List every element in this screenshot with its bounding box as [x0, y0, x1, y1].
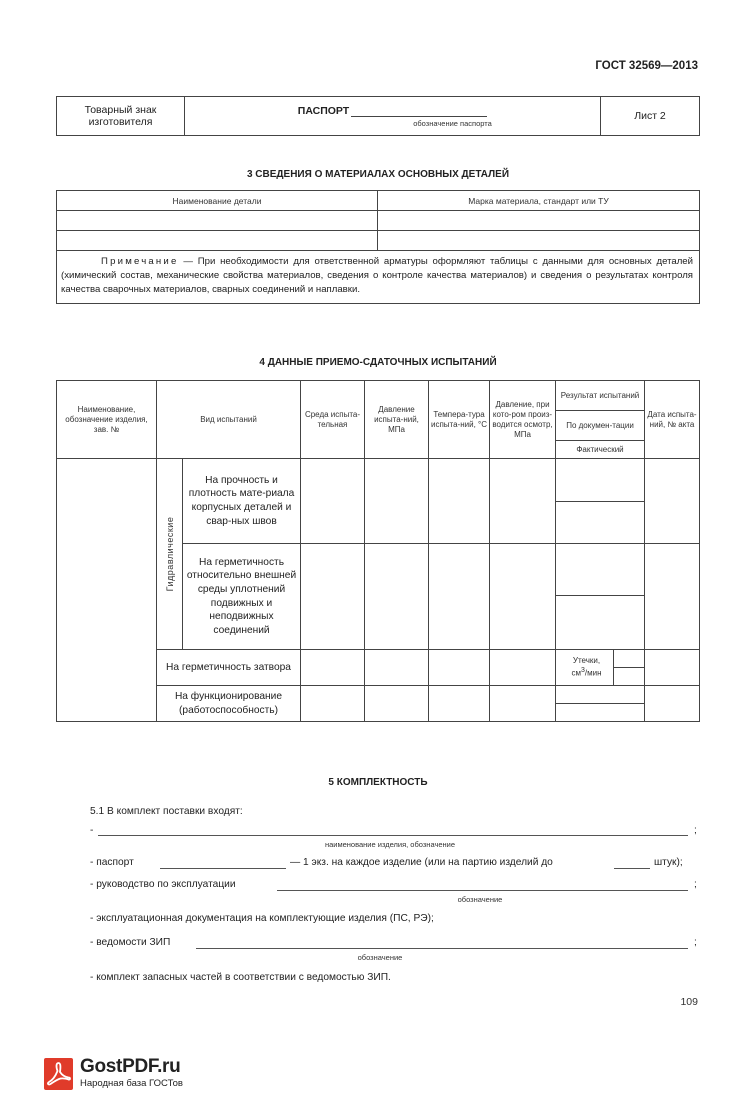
table-cell	[378, 231, 700, 251]
acceptance-tests-table	[56, 380, 700, 722]
table-cell	[645, 544, 700, 650]
item-semicolon: ;	[694, 825, 697, 836]
passport-label: ПАСПОРТ	[297, 105, 350, 117]
leak-label-cell	[556, 650, 614, 686]
zip-field	[196, 948, 688, 949]
manufacturer-label: изготовителя	[88, 116, 153, 128]
col-material-grade: Марка материала, стандарт или ТУ	[378, 191, 700, 211]
note-word: Примечание	[101, 256, 179, 267]
manual-field	[277, 890, 688, 891]
completeness-intro: 5.1 В комплект поставки входят:	[90, 806, 243, 817]
table-cell	[301, 686, 365, 722]
table-cell	[429, 459, 490, 544]
caption-product: наименование изделия, обозначение	[324, 840, 456, 849]
table-cell	[490, 686, 556, 722]
col-test-result: Результат испытаний	[556, 381, 645, 411]
passport-quantity-field	[614, 868, 650, 869]
zip-item-prefix: - ведомости ЗИП	[90, 937, 171, 948]
passport-item-suffix: — 1 экз. на каждое изделие (или на партию изделий до	[290, 857, 553, 868]
trademark-label: Товарный знак	[84, 104, 157, 116]
leak-unit-rate: /мин	[584, 668, 602, 678]
table-cell	[490, 459, 556, 544]
table-cell	[57, 211, 378, 231]
item-product-dash: -	[90, 825, 94, 836]
col-test-type: Вид испытаний	[157, 381, 301, 459]
table-cell	[556, 502, 645, 544]
leak-unit: см	[571, 668, 581, 678]
test-function: На функционирование (работоспособность)	[157, 686, 301, 722]
section3-title: 3 СВЕДЕНИЯ О МАТЕРИАЛАХ ОСНОВНЫХ ДЕТАЛЕЙ	[246, 169, 510, 180]
leak-value-cell	[614, 650, 645, 686]
trademark-cell	[57, 97, 185, 136]
materials-table	[56, 190, 700, 304]
table-cell	[556, 544, 645, 596]
table-cell	[556, 596, 645, 650]
leak-unit-power: 3	[580, 667, 585, 675]
passport-item-end: штук);	[654, 857, 683, 868]
test-tightness-external: На герметичность относительно внешней среды уплотнений подвижных и неподвижных соединений	[183, 544, 301, 650]
col-part-name: Наименование детали	[57, 191, 378, 211]
section5-title: 5 КОМПЛЕКТНОСТЬ	[328, 777, 428, 788]
document-code: ГОСТ 32569—2013	[595, 60, 698, 72]
passport-number-field	[351, 104, 487, 117]
operational-docs-item: - эксплуатационная документация на комплектующие изделия (ПС, РЭ);	[90, 913, 434, 924]
table-cell	[429, 544, 490, 650]
table-cell	[490, 650, 556, 686]
table-cell	[365, 459, 429, 544]
product-cell	[57, 459, 157, 722]
col-inspection-pressure: Давление, при кото-ром произ-водится осмотр, МПа	[490, 381, 556, 459]
materials-note	[57, 251, 700, 304]
table-cell	[365, 686, 429, 722]
table-cell	[301, 544, 365, 650]
hydraulic-group-cell	[157, 459, 183, 650]
col-product-name: Наименование, обозначение изделия, зав. №	[57, 381, 157, 459]
passport-field	[160, 868, 286, 869]
table-cell	[378, 211, 700, 231]
logo-title[interactable]: GostPDF.ru	[80, 1056, 181, 1077]
logo-subtitle: Народная база ГОСТов	[80, 1078, 183, 1089]
col-test-temperature: Темпера-тура испыта-ний, °С	[429, 381, 490, 459]
col-actual: Фактический	[556, 441, 645, 459]
product-field	[98, 835, 688, 836]
caption-zip-designation: обозначение	[357, 953, 403, 962]
table-cell	[429, 686, 490, 722]
test-tightness-valve: На герметичность затвора	[157, 650, 301, 686]
caption-manual-designation: обозначение	[457, 895, 503, 904]
section4-title: 4 ДАННЫЕ ПРИЕМО-СДАТОЧНЫХ ИСПЫТАНИЙ	[259, 357, 497, 368]
table-cell	[645, 686, 700, 722]
passport-cell	[185, 97, 601, 136]
note-text: — При необходимости для ответственной арматуры оформляют таблицы с данными для основных деталей (химический состав, механические свойства материалов, сведения о контроле качества материалов) и сведения о результатах контроля качества сварочных материалов, сварных соединений и наплавки.	[61, 256, 693, 295]
col-test-medium: Среда испыта-тельная	[301, 381, 365, 459]
item-semicolon: ;	[694, 879, 697, 890]
table-cell	[365, 650, 429, 686]
hydraulic-group-label: Гидравлические	[164, 516, 175, 592]
table-cell	[429, 650, 490, 686]
function-result-cell	[556, 686, 645, 722]
table-cell	[57, 231, 378, 251]
table-cell	[301, 650, 365, 686]
table-cell	[645, 650, 700, 686]
item-semicolon: ;	[694, 937, 697, 948]
table-cell	[490, 544, 556, 650]
pdf-acrobat-icon	[44, 1058, 73, 1090]
table-cell	[556, 459, 645, 502]
passport-caption: обозначение паспорта	[413, 119, 492, 128]
table-cell	[645, 459, 700, 544]
spare-parts-item: - комплект запасных частей в соответствии с ведомостью ЗИП.	[90, 972, 391, 983]
page-number: 109	[680, 996, 698, 1008]
col-test-date: Дата испыта-ний, № акта	[645, 381, 700, 459]
test-strength: На прочность и плотность мате-риала корпусных деталей и свар-ных швов	[183, 459, 301, 544]
table-cell	[365, 544, 429, 650]
col-by-documentation: По докумен-тации	[556, 411, 645, 441]
sheet-cell: Лист 2	[601, 97, 700, 136]
passport-item-prefix: - паспорт	[90, 857, 134, 868]
passport-header-table	[56, 96, 700, 136]
leak-label: Утечки,	[572, 656, 601, 666]
manual-item-prefix: - руководство по эксплуатации	[90, 879, 236, 890]
table-cell	[301, 459, 365, 544]
col-test-pressure: Давление испыта-ний, МПа	[365, 381, 429, 459]
